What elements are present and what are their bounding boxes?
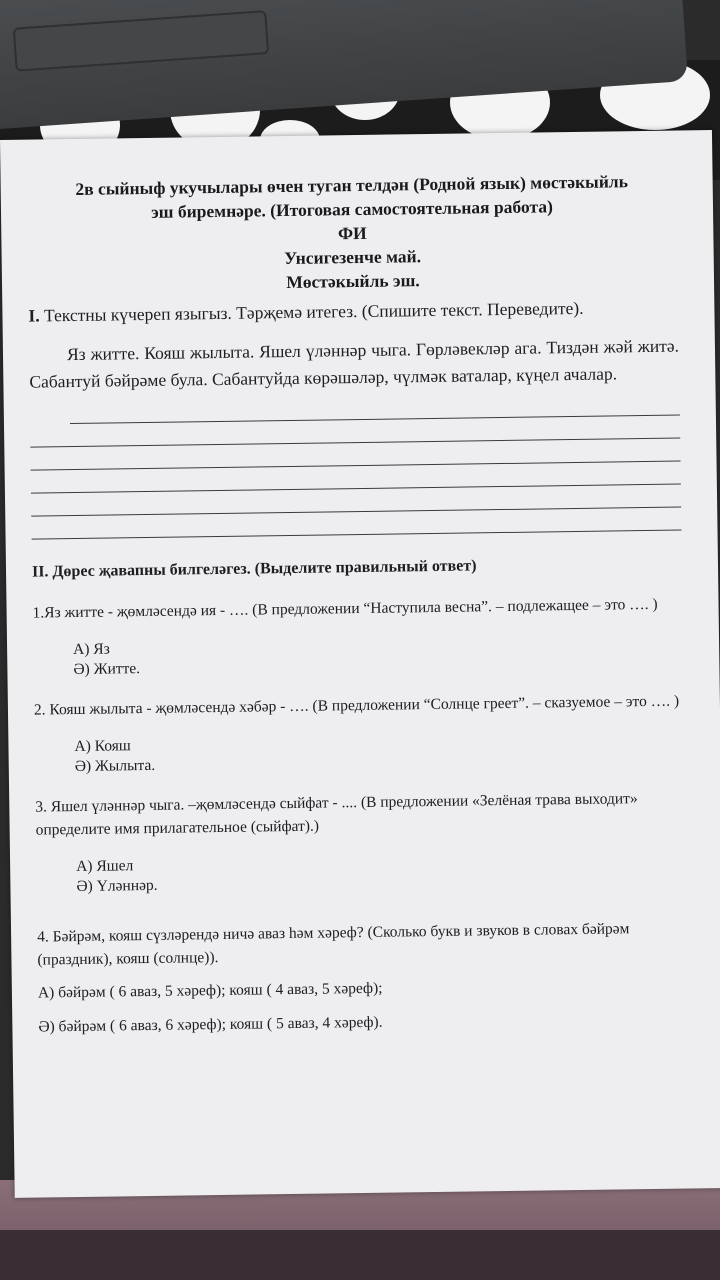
title-line: эш биремнәре. (Итоговая самостоятельная работа) bbox=[151, 196, 553, 222]
answer-option: А) Яз bbox=[73, 640, 110, 659]
question-2-answers bbox=[74, 729, 684, 778]
laptop-slot bbox=[13, 10, 269, 72]
answer-option: Ә) Житте. bbox=[73, 660, 141, 679]
worksheet-paper bbox=[0, 130, 720, 1198]
question-2: 2. Кояш жылыта - җөмләсендә хәбәр - …. (В предложении “Солнце греет”. – сказуемое – это …. ) bbox=[33, 692, 680, 719]
answer-option: А) Яшел bbox=[76, 857, 134, 876]
task1-instruction: Текстны күчереп языгыз. Тәрҗемә итегез. (Спишите текст. Переведите). bbox=[43, 297, 584, 326]
question-4-answers bbox=[38, 972, 689, 1039]
answer-option: Ә) Үләннәр. bbox=[76, 876, 158, 896]
background-shadow bbox=[0, 1230, 720, 1280]
task1-heading bbox=[28, 295, 678, 328]
writing-lines bbox=[30, 393, 682, 540]
task2-heading: II. Дөрес җавапны билгеләгез. (Выделите правильный ответ) bbox=[31, 557, 477, 581]
answer-option: А) бәйрәм ( 6 аваз, 5 хәреф); кояш ( 4 аваз, 5 хәреф); bbox=[37, 979, 383, 1002]
answer-option: Ә) Жылыта. bbox=[74, 756, 156, 776]
question-1-answers bbox=[73, 632, 683, 681]
question-3-answers bbox=[76, 848, 686, 897]
question-3: 3. Яшел үләннәр чыга. –җөмләсендә сыйфат - .... (В предложении «Зелёная трава выходит» определите имя прилагательное (сыйфат).) bbox=[35, 790, 638, 839]
answer-option: А) Кояш bbox=[74, 737, 131, 756]
answer-option: Ә) бәйрәм ( 6 аваз, 6 хәреф); кояш ( 5 аваз, 4 хәреф). bbox=[38, 1013, 383, 1036]
task1-number: I. bbox=[28, 305, 40, 326]
question-1: 1.Яз житте - җөмләсендә ия - …. (В предложении “Наступила весна”. – подлежащее – это …. ) bbox=[32, 595, 658, 622]
worksheet-content bbox=[27, 169, 689, 1050]
worksheet-title bbox=[27, 169, 679, 298]
work-line: Мөстәкыйль эш. bbox=[286, 270, 420, 293]
task1-paragraph: Яз житте. Кояш жылыта. Яшел үләннәр чыга. Гөрләвекләр ага. Тиздән жәй житә. Сабантуй бәйрәме була. Сабантуйда көрәшәләр, чүлмәк ваталар, күңел ачалар. bbox=[29, 335, 680, 392]
question-4: 4. Бәйрәм, кояш сүзләрендә ничә аваз һәм хәреф? (Сколько букв и звуков в словах бәйрәм (праздник), кояш (солнце)). bbox=[37, 920, 630, 969]
title-line: 2в сыйныф укучылары өчен туган телдән (Родной язык) мөстәкыйль bbox=[75, 171, 629, 199]
name-label: ФИ bbox=[337, 222, 367, 244]
date-line: Унсигезенче май. bbox=[284, 246, 422, 269]
